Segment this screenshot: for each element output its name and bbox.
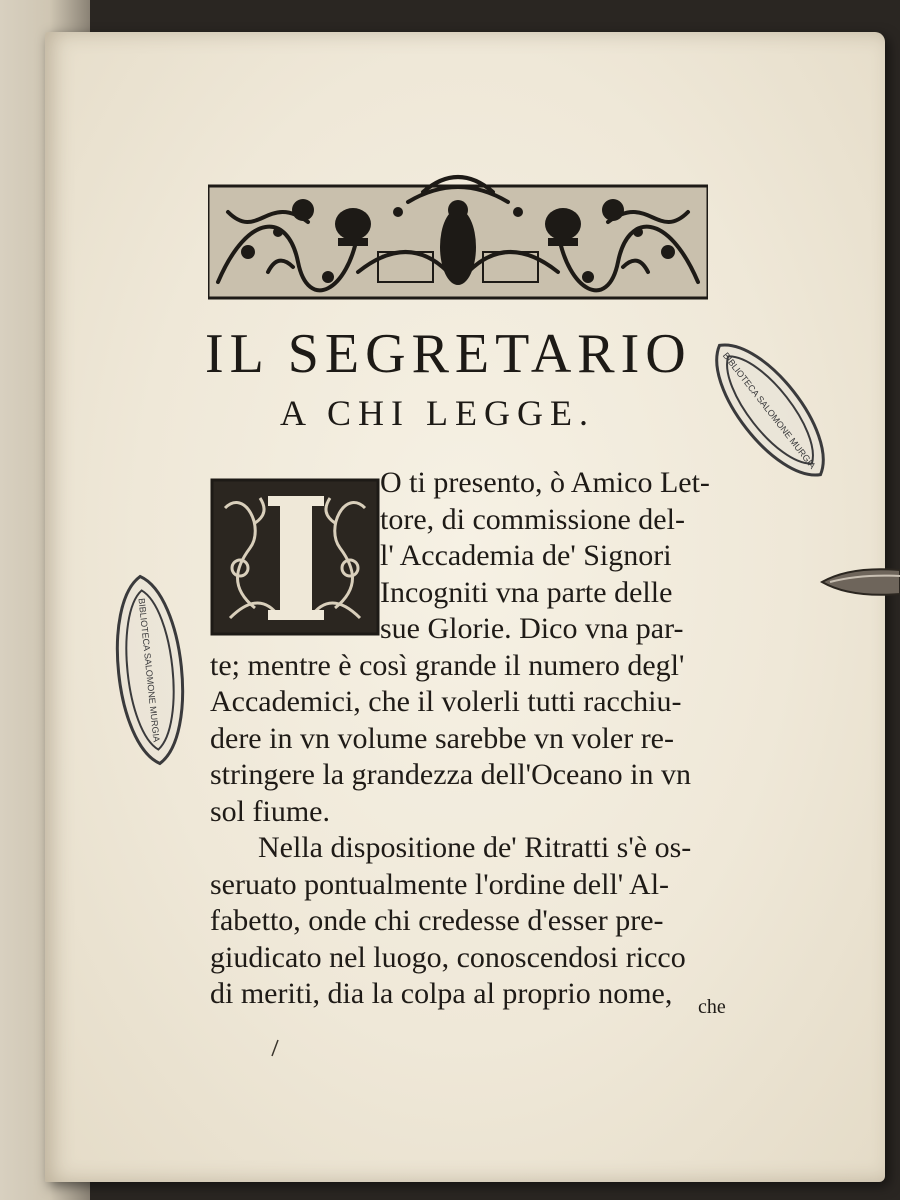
text-line: Accademici, che il volerli tutti racchiu- — [210, 685, 682, 718]
text-line: Nella dispositione de' Ritratti s'è os- — [258, 831, 692, 864]
metal-clip — [820, 562, 900, 602]
body-text — [210, 465, 770, 1013]
stamp-text: BIBLIOTECA SALOMONE MURGIA — [720, 350, 818, 471]
stamp-text: BIBLIOTECA SALOMONE MURGIA — [136, 597, 162, 743]
text-line: Incogniti vna parte delle — [380, 575, 673, 609]
text-line: sue Glorie. Dico vna par- — [380, 612, 684, 645]
page-title: IL SEGRETARIO — [205, 323, 692, 385]
text-line: seruato pontualmente l'ordine dell' Al- — [210, 867, 670, 901]
text-line: stringere la grandezza dell'Oceano in vn — [210, 758, 692, 791]
text-line: te; mentre è così grande il numero degl' — [210, 648, 685, 682]
ink-mark — [270, 1038, 280, 1058]
text-line: tore, di commissione del- — [380, 502, 685, 536]
page-subtitle: A CHI LEGGE. — [280, 393, 595, 433]
catchword: che — [698, 996, 726, 1018]
library-stamp-left — [90, 565, 210, 774]
text-line: giudicato nel luogo, conoscendosi ricco — [210, 940, 686, 974]
text-line: fabetto, onde chi credesse d'esser pre- — [210, 904, 664, 937]
woodcut-headpiece-ornament — [208, 172, 708, 300]
text-line: O ti presento, ò Amico Let- — [380, 466, 710, 499]
text-line: di meriti, dia la colpa al proprio nome, — [210, 977, 673, 1010]
text-line: l' Accademia de' Signori — [380, 539, 672, 572]
text-line: sol fiume. — [210, 794, 330, 828]
text-line: dere in vn volume sarebbe vn voler re- — [210, 721, 674, 755]
